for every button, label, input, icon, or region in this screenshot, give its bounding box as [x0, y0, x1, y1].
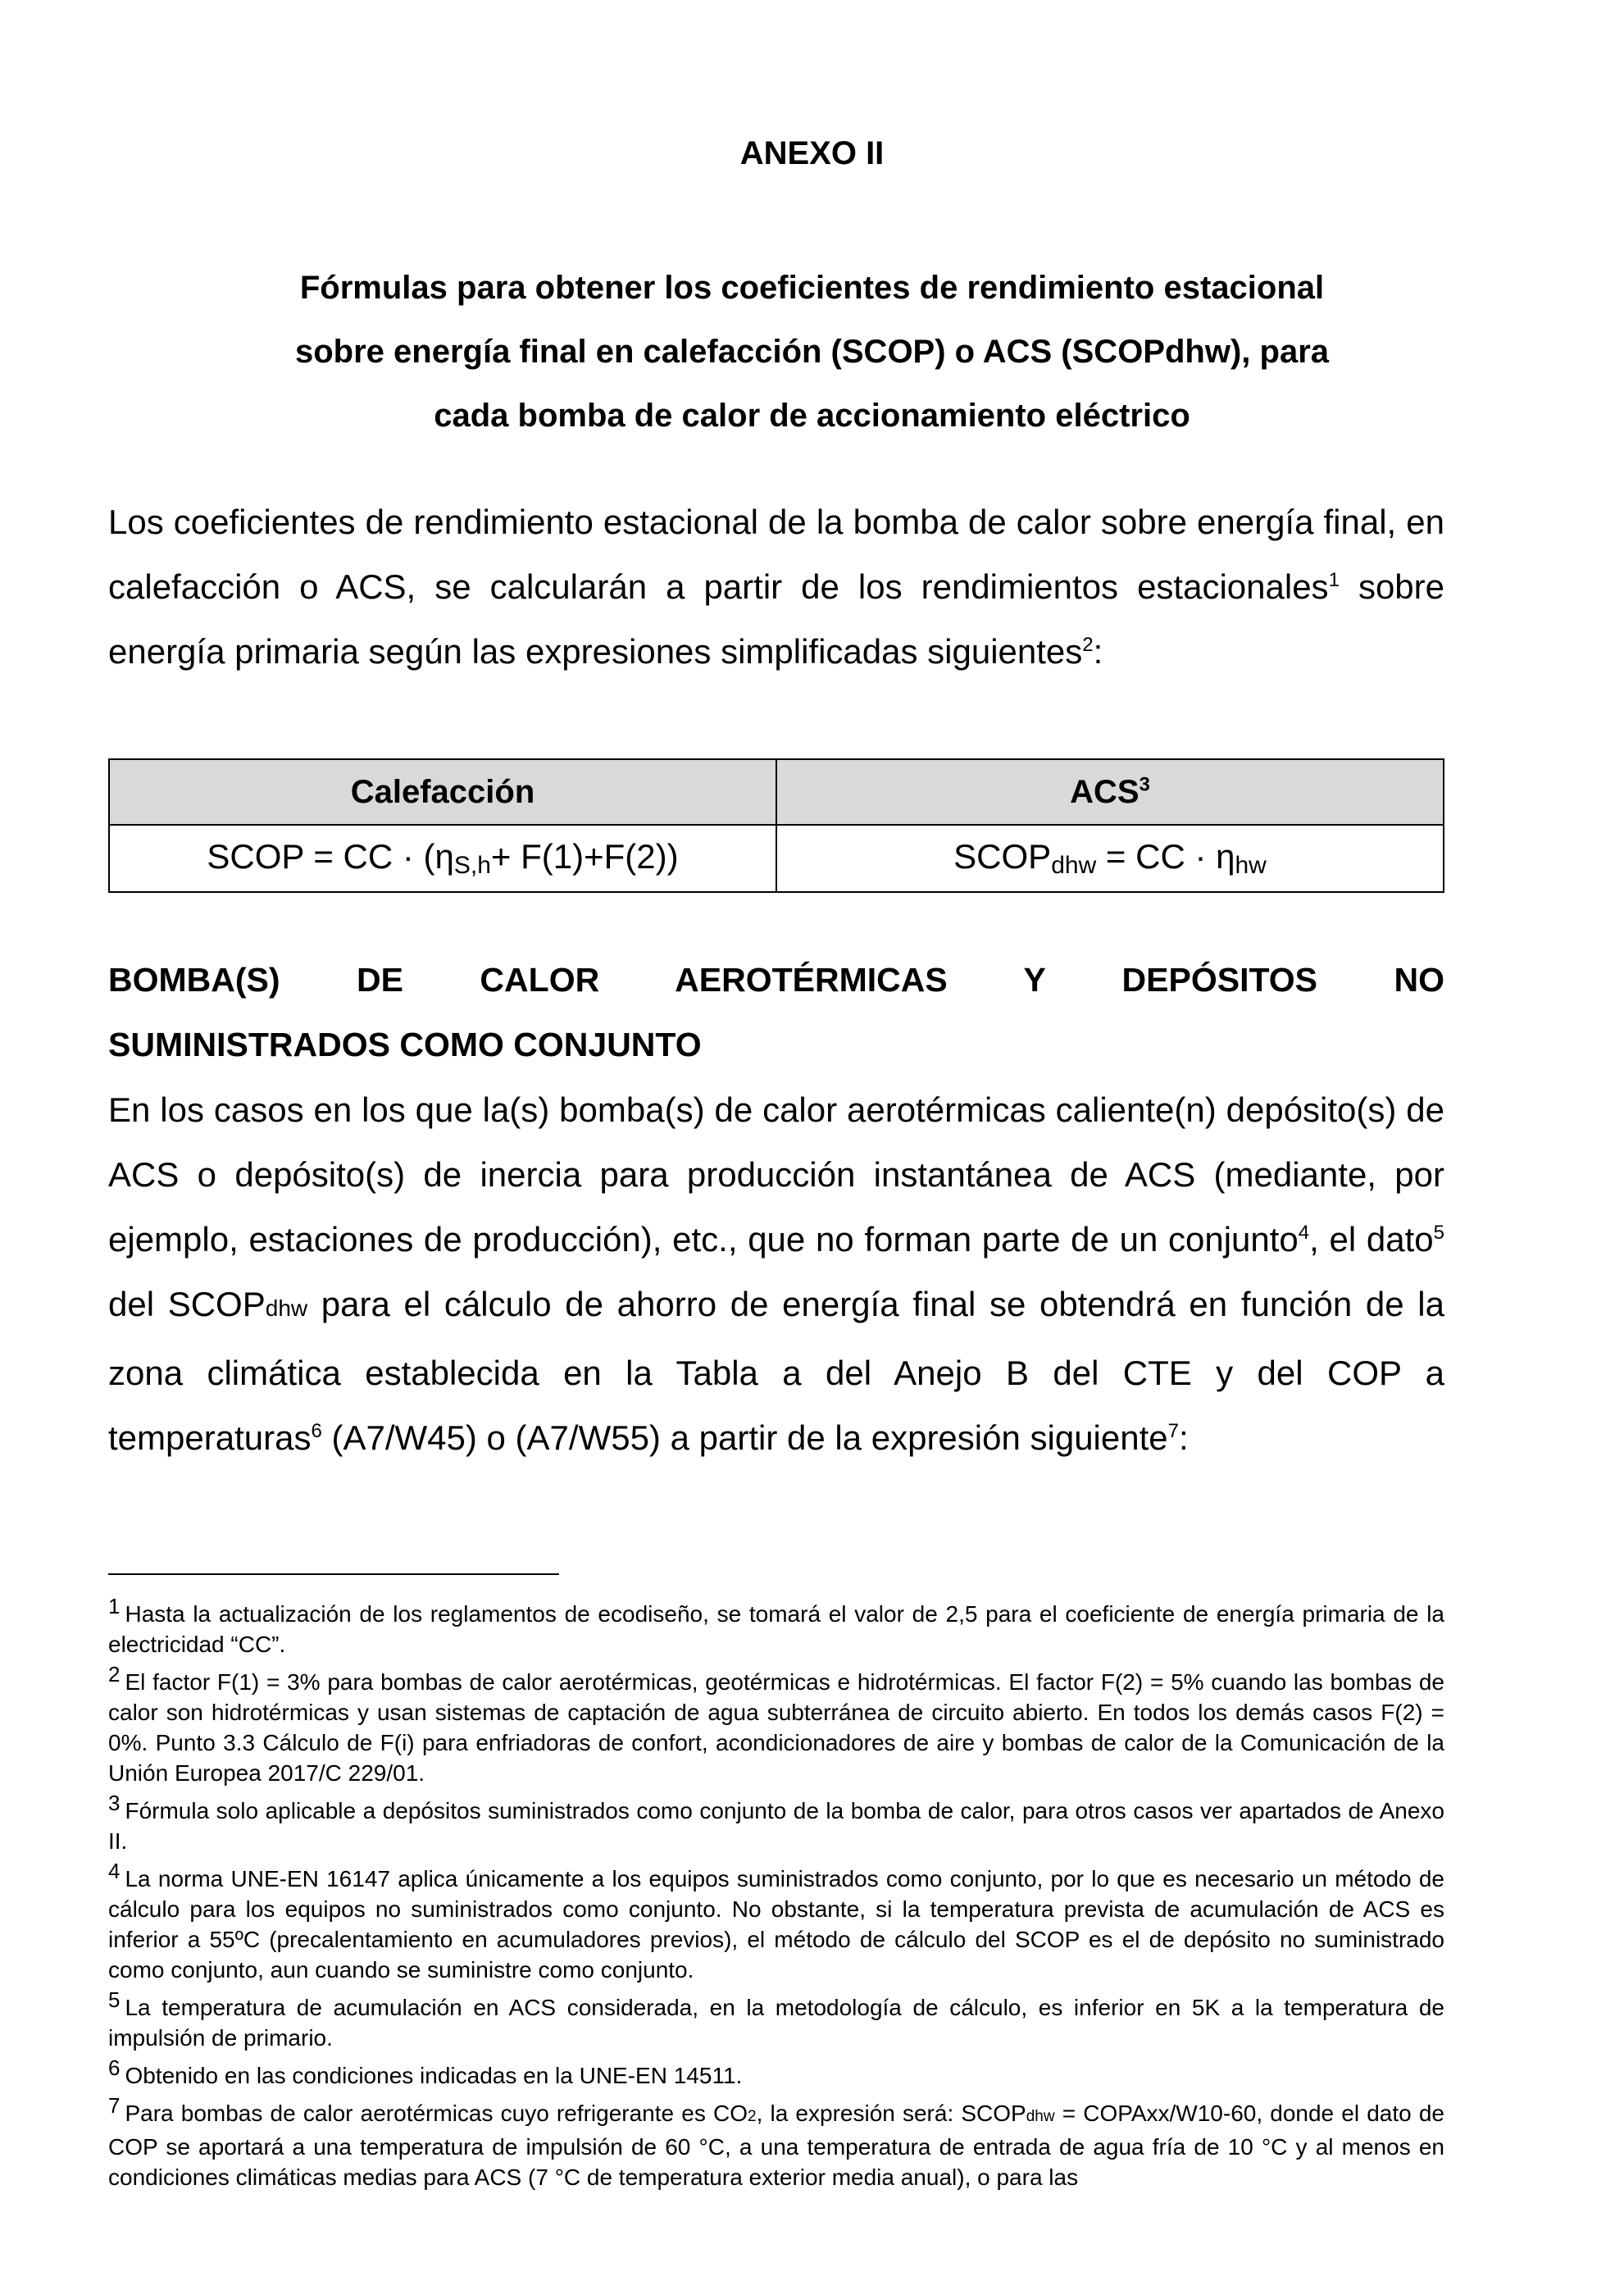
- footnote-text: Obtenido en las condiciones indicadas en la UNE-EN 14511.: [125, 2063, 743, 2088]
- footnote-separator: [108, 1573, 559, 1575]
- paragraph-text: En los casos en los que la(s) bomba(s) de calor aerotérmicas caliente(n) depósito(s) de ACS o depósito(s) de inercia para producción instantánea de ACS (mediante, por ejemplo, estaciones de producción), etc., que no forman parte de un conjunto: [108, 1090, 1444, 1259]
- subscript: 2: [747, 2108, 757, 2125]
- footnote-ref-3: 3: [1139, 773, 1150, 796]
- paragraph-text: del SCOP: [108, 1285, 266, 1323]
- footnote: [108, 2092, 1444, 2192]
- footnote-number: 2: [108, 1661, 121, 1687]
- formula-subscript: dhw: [1051, 852, 1097, 879]
- paragraph-text: :: [1178, 1418, 1189, 1457]
- table-header-row: [109, 759, 1444, 825]
- intro-text: Los coeficientes de rendimiento estacional de la bomba de calor sobre energía final, en calefacción o ACS, se calcularán a partir de los rendimientos estacionales: [108, 503, 1444, 606]
- footnote-ref-6: 6: [311, 1420, 322, 1442]
- footnote: [108, 1987, 1444, 2053]
- footnote: [108, 1661, 1444, 1788]
- intro-text: sobre energía primaria según las expresiones simplificadas siguientes: [108, 567, 1445, 671]
- header-acs-label: ACS: [1070, 773, 1140, 810]
- paragraph-text: para el cálculo de ahorro de energía final se obtendrá en función de la zona climática establecida en la Tabla a del Anejo B del CTE y del COP a temperaturas: [108, 1285, 1444, 1457]
- paragraph-text: (A7/W45) o (A7/W55) a partir de la expresión siguiente: [321, 1418, 1168, 1457]
- footnote-number: 3: [108, 1790, 121, 1815]
- formula-subscript: S,h: [453, 852, 491, 879]
- footnote-text: La norma UNE-EN 16147 aplica únicamente a los equipos suministrados como conjunto, por lo que es necesario un método de cálculo para los equipos no suministrados como conjunto. No obstante, si la temperatura prevista de acumulación de ACS es inferior a 55ºC (precalentamiento en acumuladores previos), el método de cálculo del SCOP es el de depósito no suministrado como conjunto, aun cuando se suministre como conjunto.: [108, 1866, 1444, 1982]
- footnote-text: Fórmula solo aplicable a depósitos suministrados como conjunto de la bomba de calor, para otros casos ver apartados de Anexo II.: [108, 1798, 1444, 1854]
- formula-table: [108, 758, 1444, 893]
- footnote-number: 4: [108, 1858, 121, 1883]
- annex-title: ANEXO II: [739, 135, 885, 171]
- footnote-text: El factor F(1) = 3% para bombas de calor aerotérmicas, geotérmicas e hidrotérmicas. El factor F(2) = 5% cuando las bombas de calor son hidrotérmicas y usan sistemas de captación de agua subterránea de circuito abierto. En todos los demás casos F(2) = 0%. Punto 3.3 Cálculo de F(i) para enfriadoras de confort, acondicionadores de aire y bombas de calor de la Comunicación de la Unión Europea 2017/C 229/01.: [108, 1669, 1444, 1786]
- footnote: [108, 2055, 1444, 2091]
- footnote: [108, 1858, 1444, 1985]
- title-line: sobre energía final en calefacción (SCOP) o ACS (SCOPdhw), para: [294, 334, 1329, 370]
- document-title: [131, 256, 1493, 448]
- section-heading: [108, 948, 1444, 1077]
- subscript: dhw: [1026, 2108, 1055, 2125]
- footnote-number: 1: [108, 1593, 121, 1618]
- footnote: [108, 1790, 1444, 1856]
- footnote-number: 7: [108, 2092, 121, 2118]
- table-row: [109, 825, 1444, 892]
- footnote-ref-7: 7: [1167, 1420, 1179, 1442]
- title-line: cada bomba de calor de accionamiento eléctrico: [434, 398, 1190, 434]
- header-acs: [776, 759, 1444, 825]
- footnote-text: Para bombas de calor aerotérmicas cuyo refrigerante es CO: [125, 2101, 748, 2126]
- footnote-text: , la expresión será: SCOP: [756, 2101, 1026, 2126]
- footnote-number: 5: [108, 1987, 121, 2012]
- formula-text: SCOP = CC · (η: [207, 837, 454, 876]
- title-line: Fórmulas para obtener los coeficientes de rendimiento estacional: [299, 270, 1325, 306]
- footnote-number: 6: [108, 2055, 121, 2080]
- footnote-text: = COPAxx/W10-60, donde el dato de COP se aportará a una temperatura de impulsión de 60 °C, a una temperatura de entrada de agua fría de 10 °C y al menos en condiciones climáticas medias para ACS (7 °C de temperatura exterior media anual), o para las: [108, 2101, 1444, 2190]
- footnote-text: Hasta la actualización de los reglamentos de ecodiseño, se tomará el valor de 2,5 para el coeficiente de energía primaria de la electricidad “CC”.: [108, 1601, 1444, 1657]
- formula-subscript: hw: [1235, 852, 1267, 879]
- footnote-text: La temperatura de acumulación en ACS considerada, en la metodología de cálculo, es inferior en 5K a la temperatura de impulsión de primario.: [108, 1995, 1444, 2051]
- section-heading-line: SUMINISTRADOS COMO CONJUNTO: [108, 1026, 702, 1063]
- footnote: [108, 1593, 1444, 1659]
- body-paragraph: [108, 1077, 1444, 1470]
- section-heading-line: BOMBA(S) DE CALOR AEROTÉRMICAS Y DEPÓSITOS NO: [108, 961, 1444, 999]
- paragraph-text: , el dato: [1309, 1220, 1434, 1259]
- formula-scopdhw: [776, 825, 1444, 892]
- formula-text: = CC · η: [1096, 837, 1235, 876]
- formula-scop: [109, 825, 776, 892]
- subscript: dhw: [265, 1295, 308, 1321]
- footnote-ref-4: 4: [1298, 1222, 1310, 1244]
- formula-text: + F(1)+F(2)): [490, 837, 679, 876]
- footnotes: [108, 1593, 1444, 2200]
- header-heating: Calefacción: [109, 759, 776, 825]
- formula-text: SCOP: [953, 837, 1052, 876]
- footnote-ref-2: 2: [1082, 634, 1094, 656]
- footnote-ref-1: 1: [1328, 569, 1340, 591]
- intro-paragraph: [108, 489, 1444, 684]
- footnote-ref-5: 5: [1433, 1222, 1444, 1244]
- intro-text: :: [1093, 632, 1103, 671]
